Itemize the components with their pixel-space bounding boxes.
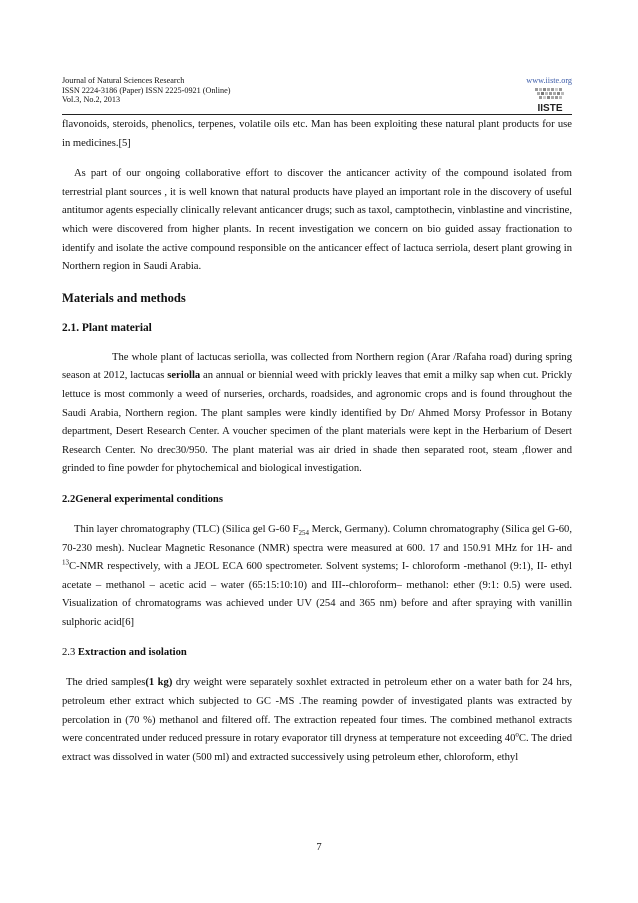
iiste-logo-icon (534, 87, 566, 114)
journal-volume: Vol.3, No.2, 2013 (62, 95, 121, 105)
exp-text-c: C-NMR respectively, with a JEOL ECA 600 spectrometer. Solvent systems; I- chloroform -methanol (9:1), II- ethyl acetate – methanol – acetic acid – water (65:15:10:10) and III--chloroform– methanol: ether (9:1: 0.5) were used. Visualization of chromatograms was achieved under UV (254 and 365 nm) before and after spraying with vanillin sulphoric acid[6] (62, 561, 572, 628)
journal-issn: ISSN 2224-3186 (Paper) ISSN 2225-0921 (Online) (62, 85, 231, 95)
experimental-paragraph (62, 521, 572, 633)
plant-material-paragraph (62, 349, 572, 479)
section-heading-2-3 (62, 644, 572, 662)
journal-name: Journal of Natural Sciences Research (62, 76, 185, 85)
ext-text-bold: (1 kg) (145, 677, 173, 689)
intro-paragraph-2: As part of our ongoing collaborative effort to discover the anticancer activity of the compound isolated from terrestrial plant sources , it is well known that natural products have played an important role in the discovery of useful antitumor agents especially clinically relevant anticancer drugs; such as taxol, camptothecin, vinblastine and vincristine, which were discovered from higher plants. In recent investigation we concern on bio guided assay fractionation to identify and isolate the active compound responsible on the anticancer effect of lactuca serriola, desert plant growing in Northern region in Saudi Arabia. (62, 168, 572, 273)
ext-text-b: dry weight were separately soxhlet extracted in petroleum ether on a water bath for 24 hrs, petroleum ether extract which subjected to GC -MS .The reaming powder of investigated plants was extracted by percolation in (70 %) methanol and filtered off. The extraction repeated four times. The combined methanol extracts were concentrated under reduced pressure in rotary evaporator till dryness at temperature not exceeding 40 (62, 677, 572, 745)
section-heading-2-2: 2.2General experimental conditions (62, 493, 223, 505)
logo-text: IISTE (537, 103, 563, 114)
exp-text-b: Merck, Germany). Column chromatography (Silica gel G-60, 70-230 mesh). Nuclear Magnetic Resonance (NMR) spectra were measured at 600. 17 and 150.91 MHz for 1H- and (62, 523, 572, 554)
plant-text-a: The whole plant of lactucas seriolla, was collected from Northern region (Arar /Rafaha road) during spring season at 2012, lactucas (62, 351, 572, 382)
page-header (62, 76, 572, 114)
header-rule (62, 114, 572, 115)
heading-2-3-number: 2.3 (62, 647, 78, 659)
body-text (62, 116, 572, 767)
intro-paragraph-1: flavonoids, steroids, phenolics, terpenes, volatile oils etc. Man has been exploiting these natural plant products for use in medicines.[5] (62, 119, 572, 149)
journal-info (62, 76, 231, 105)
section-heading-2-1: 2.1. Plant material (62, 321, 152, 334)
exp-text-a: Thin layer chromatography (TLC) (Silica gel G-60 F (74, 523, 299, 535)
heading-2-3-title: Extraction and isolation (77, 647, 187, 659)
exp-subscript: 254 (298, 529, 309, 538)
plant-text-b: an annual or biennial weed with prickly leaves that emit a milky sap when cut. Prickly lettuce is most commonly a weed of nurseries, orchards, roadsides, and agronomic crops and is found throughout the Saudi Arabia, Northern region. The plant samples were kindly identified by Dr/ Ahmed Morsy Professor in Botany department, Desert Research Center. A voucher specimen of the plant materials were kept in the Herbarium of Desert Research Center. No drec30/950. The plant material was air dried in shade then separated root, steam ,flower and grinded to fine powder for phytochemical and biological investigation. (62, 370, 572, 475)
exp-superscript: 13 (62, 558, 69, 567)
section-heading-materials: Materials and methods (62, 290, 186, 305)
ext-text-a: The dried samples (66, 677, 146, 689)
extraction-paragraph (62, 674, 572, 767)
journal-url[interactable]: www.iiste.org (526, 76, 572, 85)
plant-text-bold: seriolla (167, 370, 201, 382)
ext-text-c: C. The dried extract was dissolved in water (500 ml) and extracted successively using petroleum ether, chloroform, ethyl (62, 733, 573, 763)
page-number: 7 (316, 842, 322, 853)
ext-superscript: o (515, 730, 519, 739)
